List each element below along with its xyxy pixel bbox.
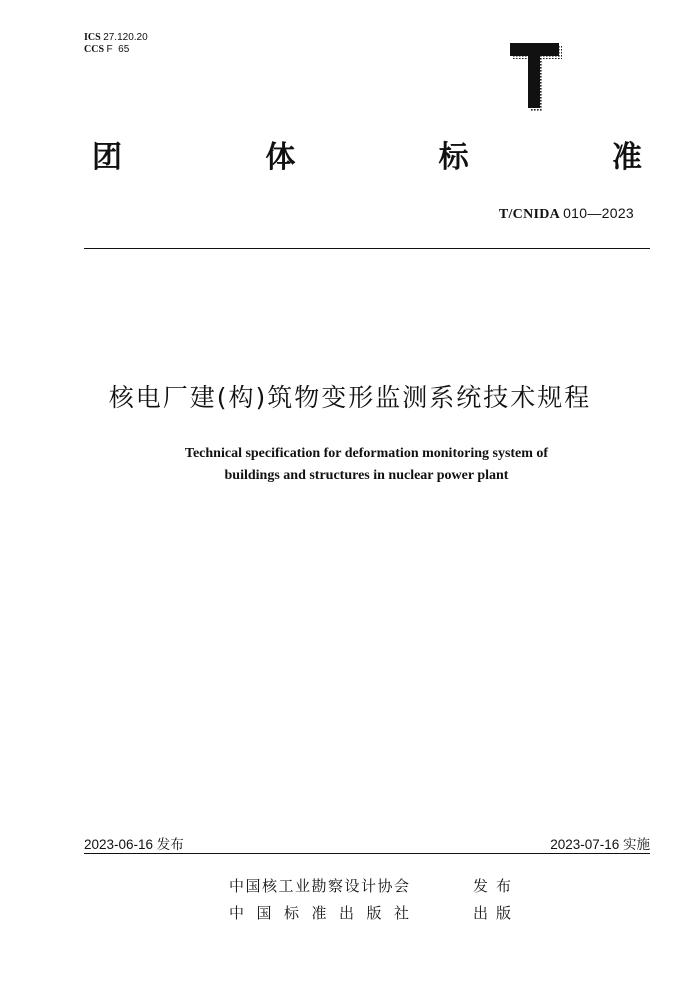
ccs-label: CCS [84, 44, 105, 55]
classification-codes [84, 32, 148, 56]
ccs-value: F 65 [106, 44, 130, 55]
title-english-line: Technical specification for deformation monitoring system of [184, 446, 549, 461]
publisher-org: 中国核工业勘察设计协会 [229, 877, 411, 895]
issue-date: 2023-06-16 发布 [84, 837, 184, 852]
publisher-role: 发布 [472, 877, 519, 895]
ics-label: ICS [84, 32, 101, 43]
standard-kind-char: 团 [92, 140, 122, 175]
standard-kind-heading [92, 138, 642, 178]
standard-number-value: 010—2023 [563, 205, 634, 221]
group-standard-t-logo-icon [510, 43, 562, 111]
ics-value: 27.120.20 [103, 32, 148, 43]
ics-code [84, 32, 148, 44]
standard-kind-char: 体 [265, 140, 296, 175]
title-chinese: 核电厂建(构)筑物变形监测系统技术规程 [108, 383, 592, 412]
bottom-divider [84, 853, 650, 854]
standard-number [499, 205, 634, 223]
standard-number-prefix: T/CNIDA [498, 207, 560, 222]
ccs-code [84, 44, 148, 56]
title-english [0, 443, 700, 487]
publisher-row [229, 876, 519, 896]
publisher-row [229, 903, 519, 923]
title-english-line: buildings and structures in nuclear power plant [224, 468, 509, 483]
top-divider [84, 248, 650, 249]
standard-kind-char: 标 [438, 140, 469, 175]
publisher-role: 出版 [472, 904, 519, 922]
publisher-org: 中国标准出版社 [229, 904, 422, 922]
standard-kind-char: 准 [611, 140, 642, 175]
implementation-date: 2023-07-16 实施 [550, 837, 650, 852]
